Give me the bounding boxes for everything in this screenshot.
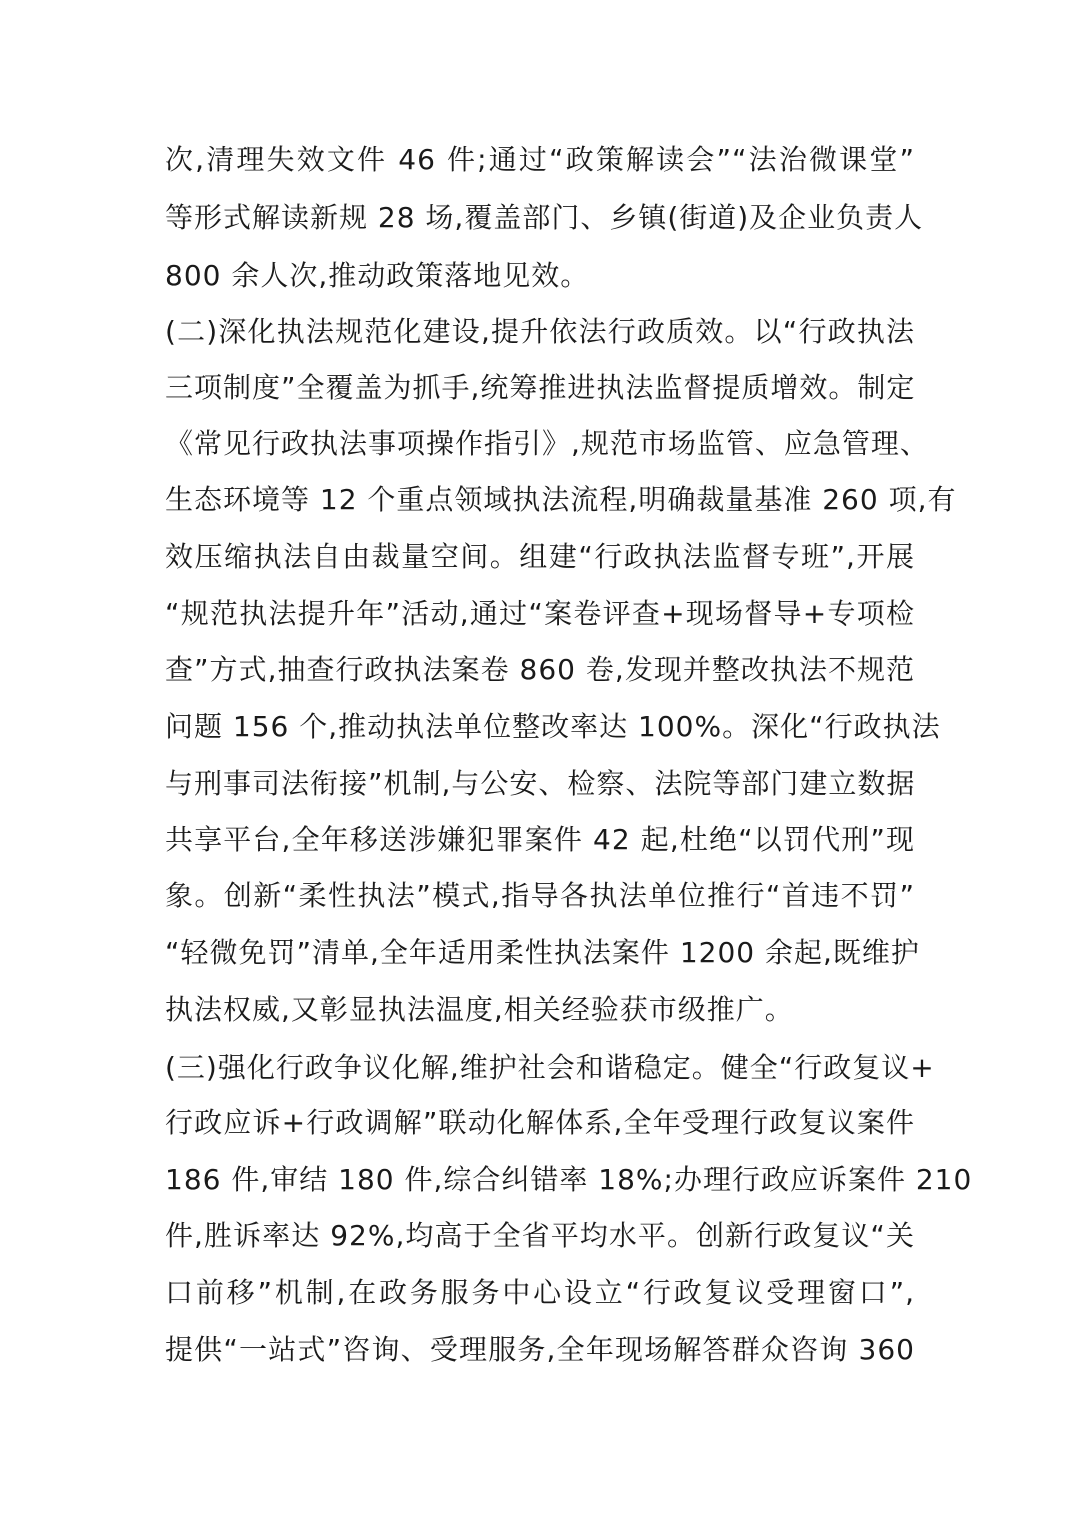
text-line: “轻微免罚”清单,全年适用柔性执法案件 1200 余起,既维护 <box>165 936 920 969</box>
text-line: 三项制度”全覆盖为抓手,统筹推进执法监督提质增效。制定 <box>165 371 916 404</box>
text-line: 行政应诉+行政调解”联动化解体系,全年受理行政复议案件 <box>165 1106 915 1139</box>
text-line: 186 件,审结 180 件,综合纠错率 18%;办理行政应诉案件 210 <box>165 1163 973 1196</box>
text-line: 执法权威,又彰显执法温度,相关经验获市级推广。 <box>165 993 794 1026</box>
text-line: 象。创新“柔性执法”模式,指导各执法单位推行“首违不罚” <box>165 879 915 912</box>
text-line: (二)深化执法规范化建设,提升依法行政质效。以“行政执法 <box>165 315 915 348</box>
text-line: “规范执法提升年”活动,通过“案卷评查+现场督导+专项检 <box>165 597 915 630</box>
text-line: 生态环境等 12 个重点领域执法流程,明确裁量基准 260 项,有 <box>165 483 957 516</box>
text-line: 《常见行政执法事项操作指引》,规范市场监管、应急管理、 <box>165 427 929 460</box>
text-line: 共享平台,全年移送涉嫌犯罪案件 42 起,杜绝“以罚代刑”现 <box>165 823 915 856</box>
text-line: 提供“一站式”咨询、受理服务,全年现场解答群众咨询 360 <box>165 1333 915 1366</box>
text-line: 查”方式,抽查行政执法案卷 860 卷,发现并整改执法不规范 <box>165 653 915 686</box>
text-line: 问题 156 个,推动执法单位整改率达 100%。深化“行政执法 <box>165 710 941 743</box>
text-line: 口前移”机制,在政务服务中心设立“行政复议受理窗口”, <box>165 1276 915 1309</box>
text-line: 800 余人次,推动政策落地见效。 <box>165 259 590 292</box>
text-line: (三)强化行政争议化解,维护社会和谐稳定。健全“行政复议+ <box>165 1051 935 1084</box>
text-line: 次,清理失效文件 46 件;通过“政策解读会”“法治微课堂” <box>165 143 915 176</box>
text-line: 等形式解读新规 28 场,覆盖部门、乡镇(街道)及企业负责人 <box>165 201 924 234</box>
text-line: 件,胜诉率达 92%,均高于全省平均水平。创新行政复议“关 <box>165 1219 915 1252</box>
text-line: 与刑事司法衔接”机制,与公安、检察、法院等部门建立数据 <box>165 767 916 800</box>
text-line: 效压缩执法自由裁量空间。组建“行政执法监督专班”,开展 <box>165 540 915 573</box>
